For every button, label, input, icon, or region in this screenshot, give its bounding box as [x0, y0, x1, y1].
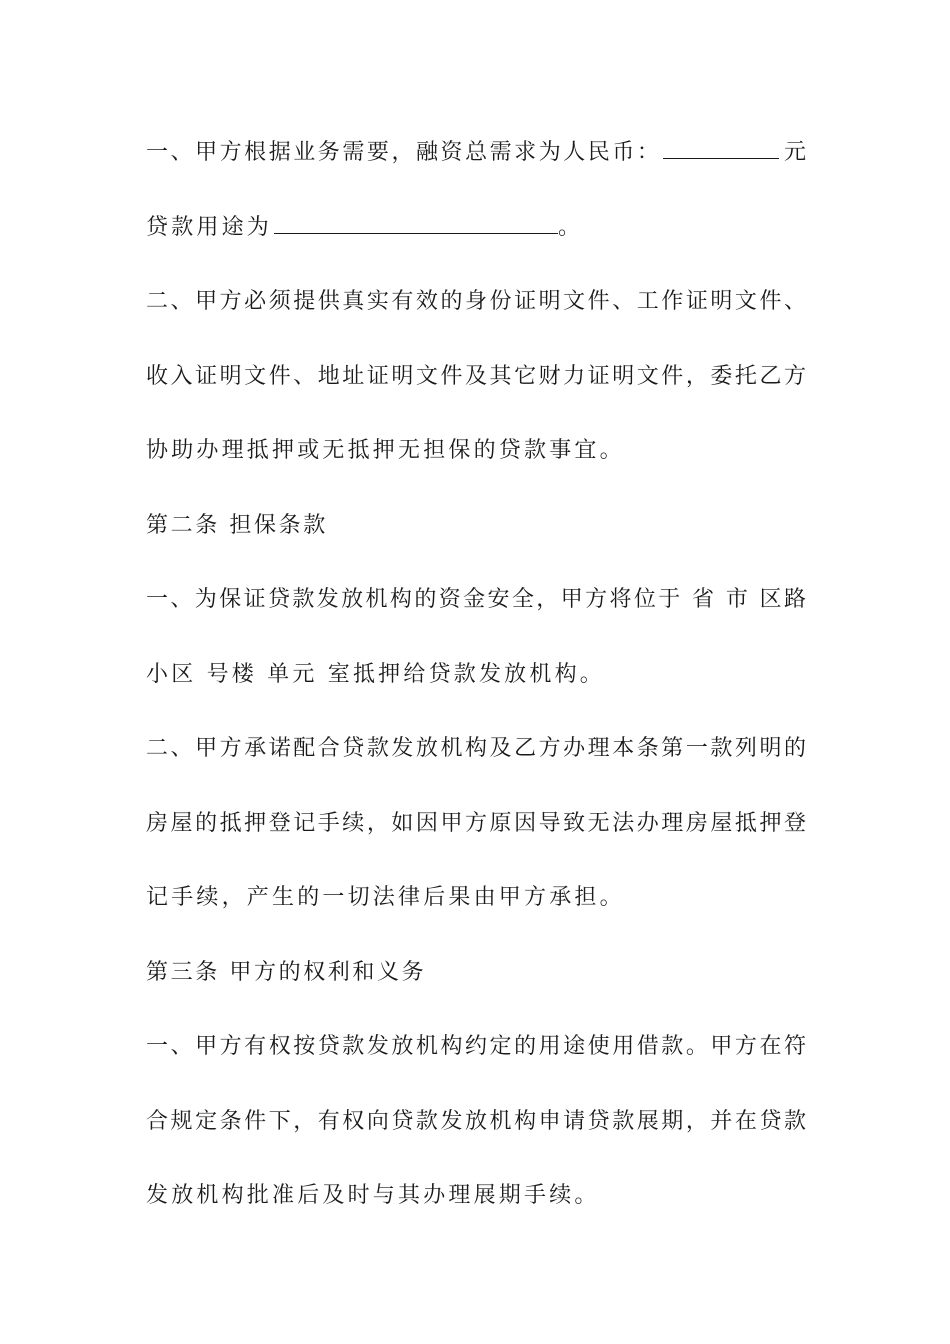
period-mark: 。	[558, 214, 584, 240]
amount-blank	[663, 132, 779, 159]
amount-unit: 元	[781, 140, 806, 165]
article2-clause2-line1: 二、甲方承诺配合贷款发放机构及乙方办理本条第一款列明的	[146, 736, 806, 761]
article3-clause1-line2: 合规定条件下，有权向贷款发放机构申请贷款展期，并在贷款	[146, 1108, 806, 1134]
article1-clause2-line3: 协助办理抵押或无抵押无担保的贷款事宜。	[146, 438, 625, 463]
article2-clause2-line2: 房屋的抵押登记手续，如因甲方原因导致无法办理房屋抵押登	[146, 810, 806, 836]
article3-heading: 第三条 甲方的权利和义务	[146, 959, 427, 985]
article3-clause1-line1: 一、甲方有权按贷款发放机构约定的用途使用借款。甲方在符	[146, 1034, 806, 1059]
loan-purpose-blank	[274, 207, 558, 234]
clause1-text: 一、甲方根据业务需要，融资总需求为人民币：	[146, 140, 662, 165]
article2-clause1-line1: 一、为保证贷款发放机构的资金安全，甲方将位于 省 市 区路	[146, 587, 806, 612]
article1-clause2-line1: 二、甲方必须提供真实有效的身份证明文件、工作证明文件、	[146, 289, 806, 314]
loan-purpose-label: 贷款用途为	[146, 214, 273, 240]
article1-clause1-line2	[146, 203, 806, 278]
document-page	[146, 128, 806, 1246]
article2-clause1-line2: 小区 号楼 单元 室抵押给贷款发放机构。	[146, 661, 605, 687]
article1-clause1-line1	[146, 128, 806, 203]
article3-clause1-line3: 发放机构批准后及时与其办理展期手续。	[146, 1183, 600, 1208]
article2-heading: 第二条 担保条款	[146, 512, 328, 538]
article1-clause2-line2: 收入证明文件、地址证明文件及其它财力证明文件，委托乙方	[146, 363, 806, 389]
article2-clause2-line3: 记手续，产生的一切法律后果由甲方承担。	[146, 885, 625, 910]
